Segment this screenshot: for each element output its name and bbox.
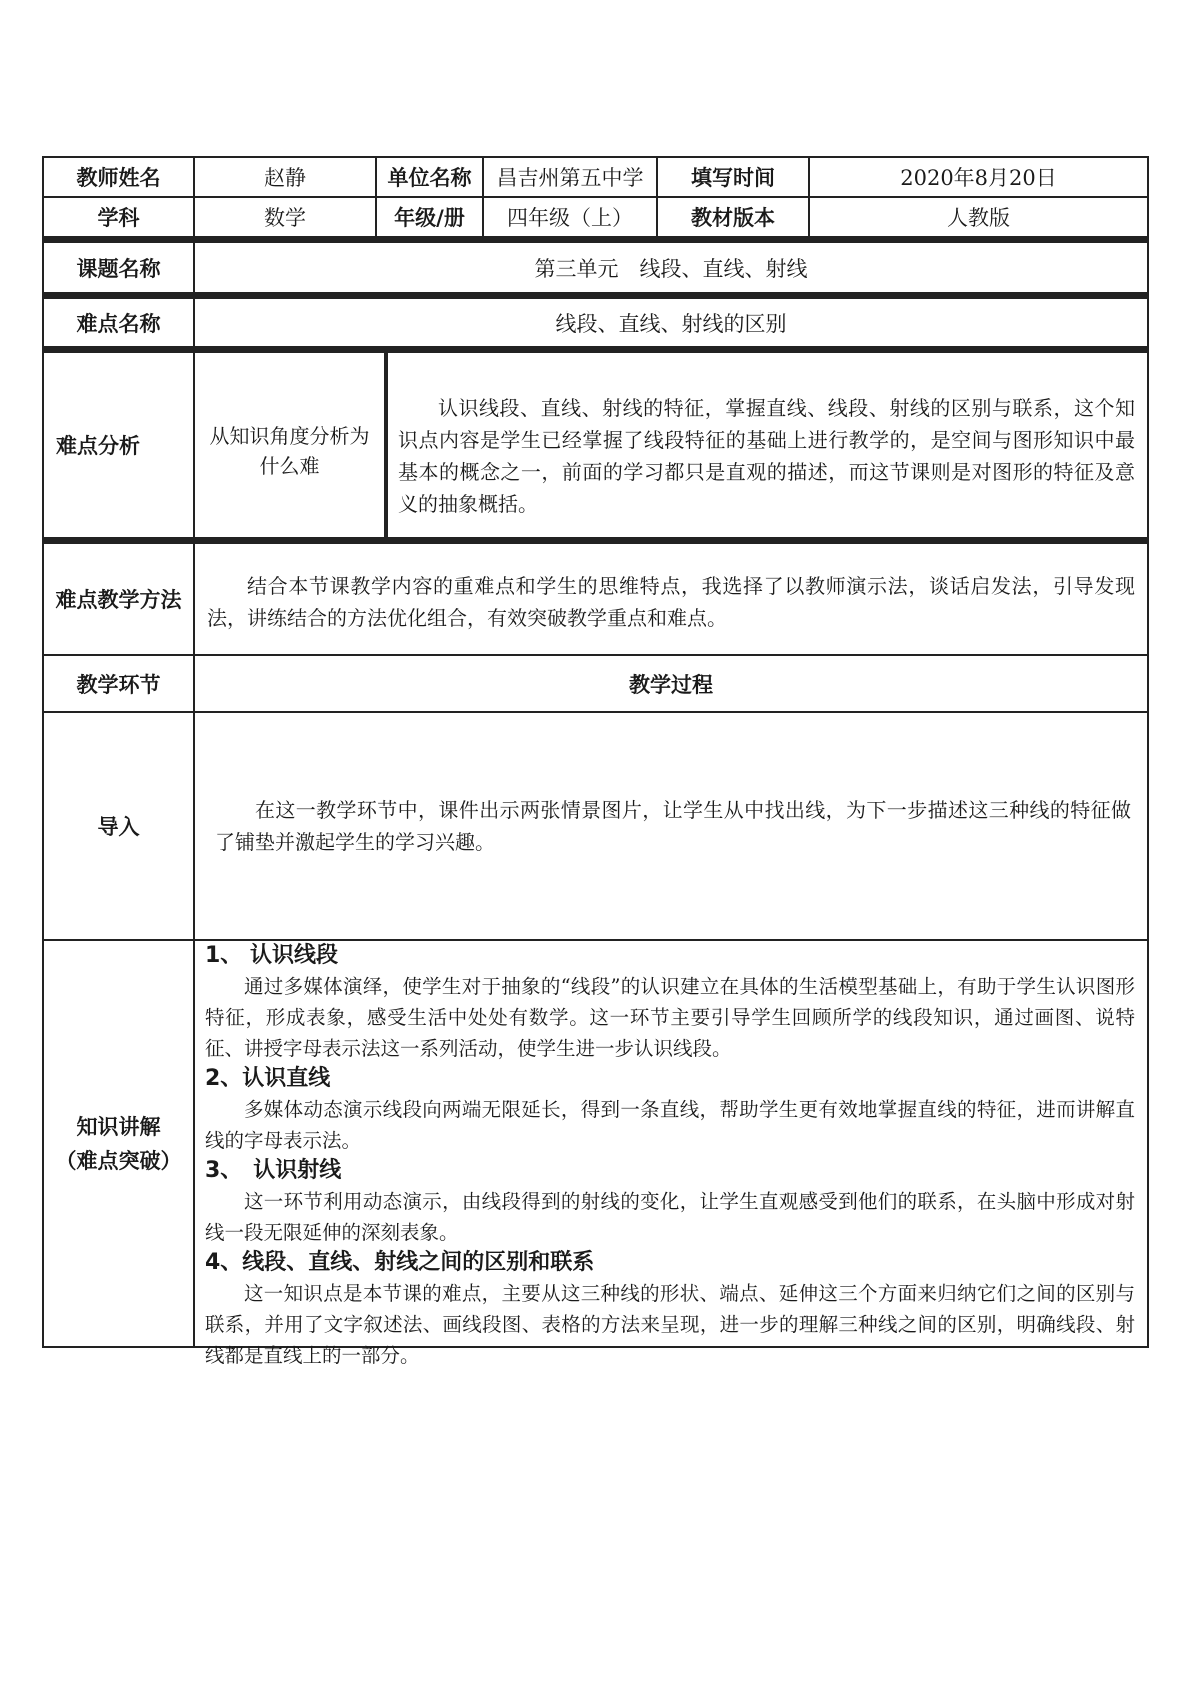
section-title: 4、线段、直线、射线之间的区别和联系 xyxy=(205,1250,595,1275)
teacher-value: 赵静 xyxy=(193,158,375,196)
grade-value: 四年级（上） xyxy=(482,198,656,236)
process-header-row xyxy=(42,656,1149,713)
edition-value: 人教版 xyxy=(808,198,1147,236)
knowledge-label xyxy=(44,941,193,1346)
intro-text-cell xyxy=(193,713,1147,939)
knowledge-section xyxy=(205,1248,1135,1371)
difficulty-label: 难点名称 xyxy=(76,311,161,336)
process-stage-label: 教学环节 xyxy=(76,672,161,697)
method-label: 难点教学方法 xyxy=(55,588,182,612)
date-value: 2020年8月20日 xyxy=(808,158,1147,196)
knowledge-section xyxy=(205,1156,1135,1248)
section-body: 多媒体动态演示线段向两端无限延长，得到一条直线，帮助学生更有效地掌握直线的特征，进而讲解直线的字母表示法。 xyxy=(205,1098,1135,1152)
info-row-1 xyxy=(42,156,1149,198)
analysis-sublabel: 从知识角度分析为什么难 xyxy=(193,353,384,537)
intro-text: 在这一教学环节中，课件出示两张情景图片，让学生从中找出线，为下一步描述这三种线的特征做了铺垫并激起学生的学习兴趣。 xyxy=(215,798,1131,854)
unit-label: 单位名称 xyxy=(375,158,482,196)
topic-label: 课题名称 xyxy=(76,256,161,281)
knowledge-section xyxy=(205,1064,1135,1156)
method-text-cell xyxy=(193,544,1147,654)
section-body: 这一环节利用动态演示，由线段得到的射线的变化，让学生直观感受到他们的联系，在头脑中形成对射线一段无限延伸的深刻表象。 xyxy=(205,1190,1135,1244)
section-body: 通过多媒体演绎，使学生对于抽象的“线段”的认识建立在具体的生活模型基础上，有助于学生认识图形特征，形成表象，感受生活中处处有数学。这一环节主要引导学生回顾所学的线段知识，通过画图、说特征、讲授字母表示法这一系列活动，使学生进一步认识线段。 xyxy=(205,975,1135,1060)
method-text: 结合本节课教学内容的重难点和学生的思维特点，我选择了以教师演示法，谈话启发法，引导发现法，讲练结合的方法优化组合，有效突破教学重点和难点。 xyxy=(207,574,1135,630)
topic-value: 第三单元 线段、直线、射线 xyxy=(193,243,1147,292)
teacher-label: 教师姓名 xyxy=(76,166,161,190)
section-title: 3、 认识射线 xyxy=(205,1158,342,1183)
knowledge-section xyxy=(205,941,1135,1064)
knowledge-label-line2: （难点突破） xyxy=(55,1148,182,1173)
process-title: 教学过程 xyxy=(193,656,1147,711)
analysis-label: 难点分析 xyxy=(56,434,140,458)
analysis-text: 认识线段、直线、射线的特征，掌握直线、线段、射线的区别与联系，这个知识点内容是学生已经掌握了线段特征的基础上进行教学的，是空间与图形知识中最基本的概念之一，前面的学习都只是直观的描述，而这节课则是对图形的特征及意义的抽象概括。 xyxy=(398,396,1135,516)
knowledge-row xyxy=(42,941,1149,1367)
date-label: 填写时间 xyxy=(656,158,808,196)
info-row-2 xyxy=(42,198,1149,238)
analysis-text-cell xyxy=(384,353,1147,537)
subject-value: 数学 xyxy=(193,198,375,236)
intro-row xyxy=(42,713,1149,941)
section-title: 2、认识直线 xyxy=(205,1066,331,1091)
edition-label: 教材版本 xyxy=(656,198,808,236)
section-title: 1、 认识线段 xyxy=(205,943,338,968)
topic-row xyxy=(42,238,1149,294)
knowledge-content xyxy=(193,941,1147,1367)
section-body: 这一知识点是本节课的难点，主要从这三种线的形状、端点、延伸这三个方面来归纳它们之间的区别与联系，并用了文字叙述法、画线段图、表格的方法来呈现，进一步的理解三种线之间的区别，明确线段、射线都是直线上的一部分。 xyxy=(205,1282,1135,1367)
knowledge-label-line1: 知识讲解 xyxy=(76,1114,161,1139)
analysis-row xyxy=(42,348,1149,539)
subject-label: 学科 xyxy=(97,206,140,230)
lesson-plan-table xyxy=(42,156,1149,1367)
unit-value: 昌吉州第五中学 xyxy=(482,158,656,196)
grade-label: 年级/册 xyxy=(375,198,482,236)
difficulty-row xyxy=(42,294,1149,348)
difficulty-value: 线段、直线、射线的区别 xyxy=(193,299,1147,346)
intro-label: 导入 xyxy=(97,815,140,839)
method-row xyxy=(42,539,1149,656)
